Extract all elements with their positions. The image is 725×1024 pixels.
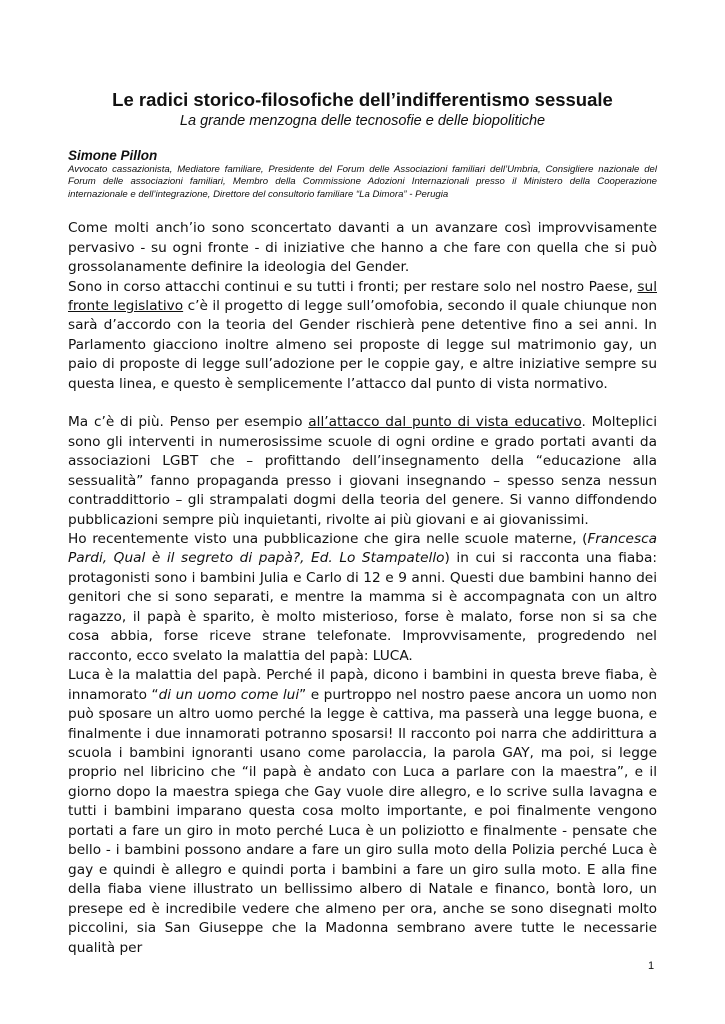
paragraph-1: Come molti anch’io sono sconcertato davanti a un avanzare così improvvisamente pervasivo - su ogni fronte - di iniziative che hanno a che fare con quella che si può grossolanamente definire la ideologia del Gender. [68,220,657,276]
paragraph-3-text-b: . Molteplici sono gli interventi in numerosissime scuole di ogni ordine e grado portati avanti da associazioni LGBT che – profittando dell’insegnamento della “educazione alla sessualità” fanno propaganda presso i giovani insegnando – spesso senza nessun contraddittorio – gli strampalati dogmi della teoria del genere. Si vanno diffondendo pubblicazioni sempre più inquietanti, rivolte ai più giovani e ai giovanissimi. [68,414,657,528]
page-number: 1 [648,960,655,972]
paragraph-4 [68,530,657,666]
paragraph-5 [68,666,657,958]
author-affiliation: Avvocato cassazionista, Mediatore familiare, Presidente del Forum delle Associazioni familiari dell’Umbria, Consigliere nazionale del Forum delle associazioni familiari, Membro della Commissione Adozioni Internazionali presso il Ministero della Cooperazione internazionale e dell’integrazione, Direttore del consultorio familiare “La Dimora” - Perugia [68,164,657,200]
paragraph-5-text-b: ” e purtroppo nel nostro paese ancora un uomo non può sposare un altro uomo perché la legge è cattiva, ma passerà una legge buona, e finalmente i due innamorati potranno sposarsi! Il racconto poi narra che addirittura a scuola i bambini ignoranti usano come parolaccia, la parola GAY, ma poi, si legge proprio nel libricino che “il papà è andato con Luca a parlare con la maestra”, e il giorno dopo la maestra spiega che Gay vuole dire allegro, e lo scrive sulla lavagna e tutti i bambini imparano questa cosa molto importante, e poi finalmente vengono portati a fare un giro in moto perché Luca è un poliziotto e finalmente - pensate che bello - i bambini possono andare a fare un giro sulla moto della Polizia perché Luca è gay e quindi è allegro e quindi porta i bambini a fare un giro sulla moto. E alla fine della fiaba viene illustrato un bellissimo albero di Natale e financo, bontà loro, un presepe ed è incredibile vedere che almeno per ora, anche se sono disegnati molto piccolini, sia San Giuseppe che la Madonna sembrano avere tutte le necessarie qualità per [68,686,658,956]
paragraph-2-text-b: c’è il progetto di legge sull’omofobia, secondo il quale chiunque non sarà d’accordo con la teoria del Gender rischierà pene detentive fino a sei anni. In Parlamento giacciono inoltre almeno sei proposte di legge sul matrimonio gay, un paio di proposte di legge sull’adozione per le coppie gay, e altre iniziative sempre su questa linea, e questo è semplicemente l’attacco dal punto di vista normativo. [68,298,658,392]
paragraph-3 [68,413,657,530]
document-subtitle: La grande menzogna delle tecnosofie e delle biopolitiche [179,113,546,129]
paragraph-4-text-b: ) in cui si racconta una fiaba: protagonisti sono i bambini Julia e Carlo di 12 e 9 anni. Questi due bambini hanno dei genitori che si sono separati, e mentre la mamma si è accompagnata con un altro ragazzo, il papà è sparito, è molto misterioso, forse è malato, forse non si sa che cosa abbia, forse riceve strane telefonate. Improvvisamente, progredendo nel racconto, ecco svelato la malattia del papà: LUCA. [68,550,657,664]
paragraph-4-text-a: Ho recentemente visto una pubblicazione che gira nelle scuole materne, ( [68,531,588,548]
paragraph-5-text-a: Luca è la malattia del papà. Perché il papà, dicono i bambini in questa breve fiaba, è innamorato “ [68,667,657,703]
quoted-phrase: di un uomo come lui [158,686,300,703]
body-text [68,219,657,958]
document-title: Le radici storico-filosofiche dell’indifferentismo sessuale [112,89,613,110]
paragraph-3-text-a: Ma c’è di più. Penso per esempio [68,414,309,431]
book-citation: Francesca Pardi, Qual è il segreto di papà?, Ed. Lo Stampatello [68,531,657,567]
paragraph-spacer [68,394,657,413]
document-page [68,88,657,958]
paragraph-2-text-a: Sono in corso attacchi continui e su tutti i fronti; per restare solo nel nostro Paese, [68,278,638,295]
paragraph-2 [68,278,657,395]
underlined-phrase-educational: all’attacco dal punto di vista educativo [308,414,582,431]
author-name: Simone Pillon [68,148,158,163]
underlined-phrase-legislative: sul fronte legislativo [68,278,657,315]
